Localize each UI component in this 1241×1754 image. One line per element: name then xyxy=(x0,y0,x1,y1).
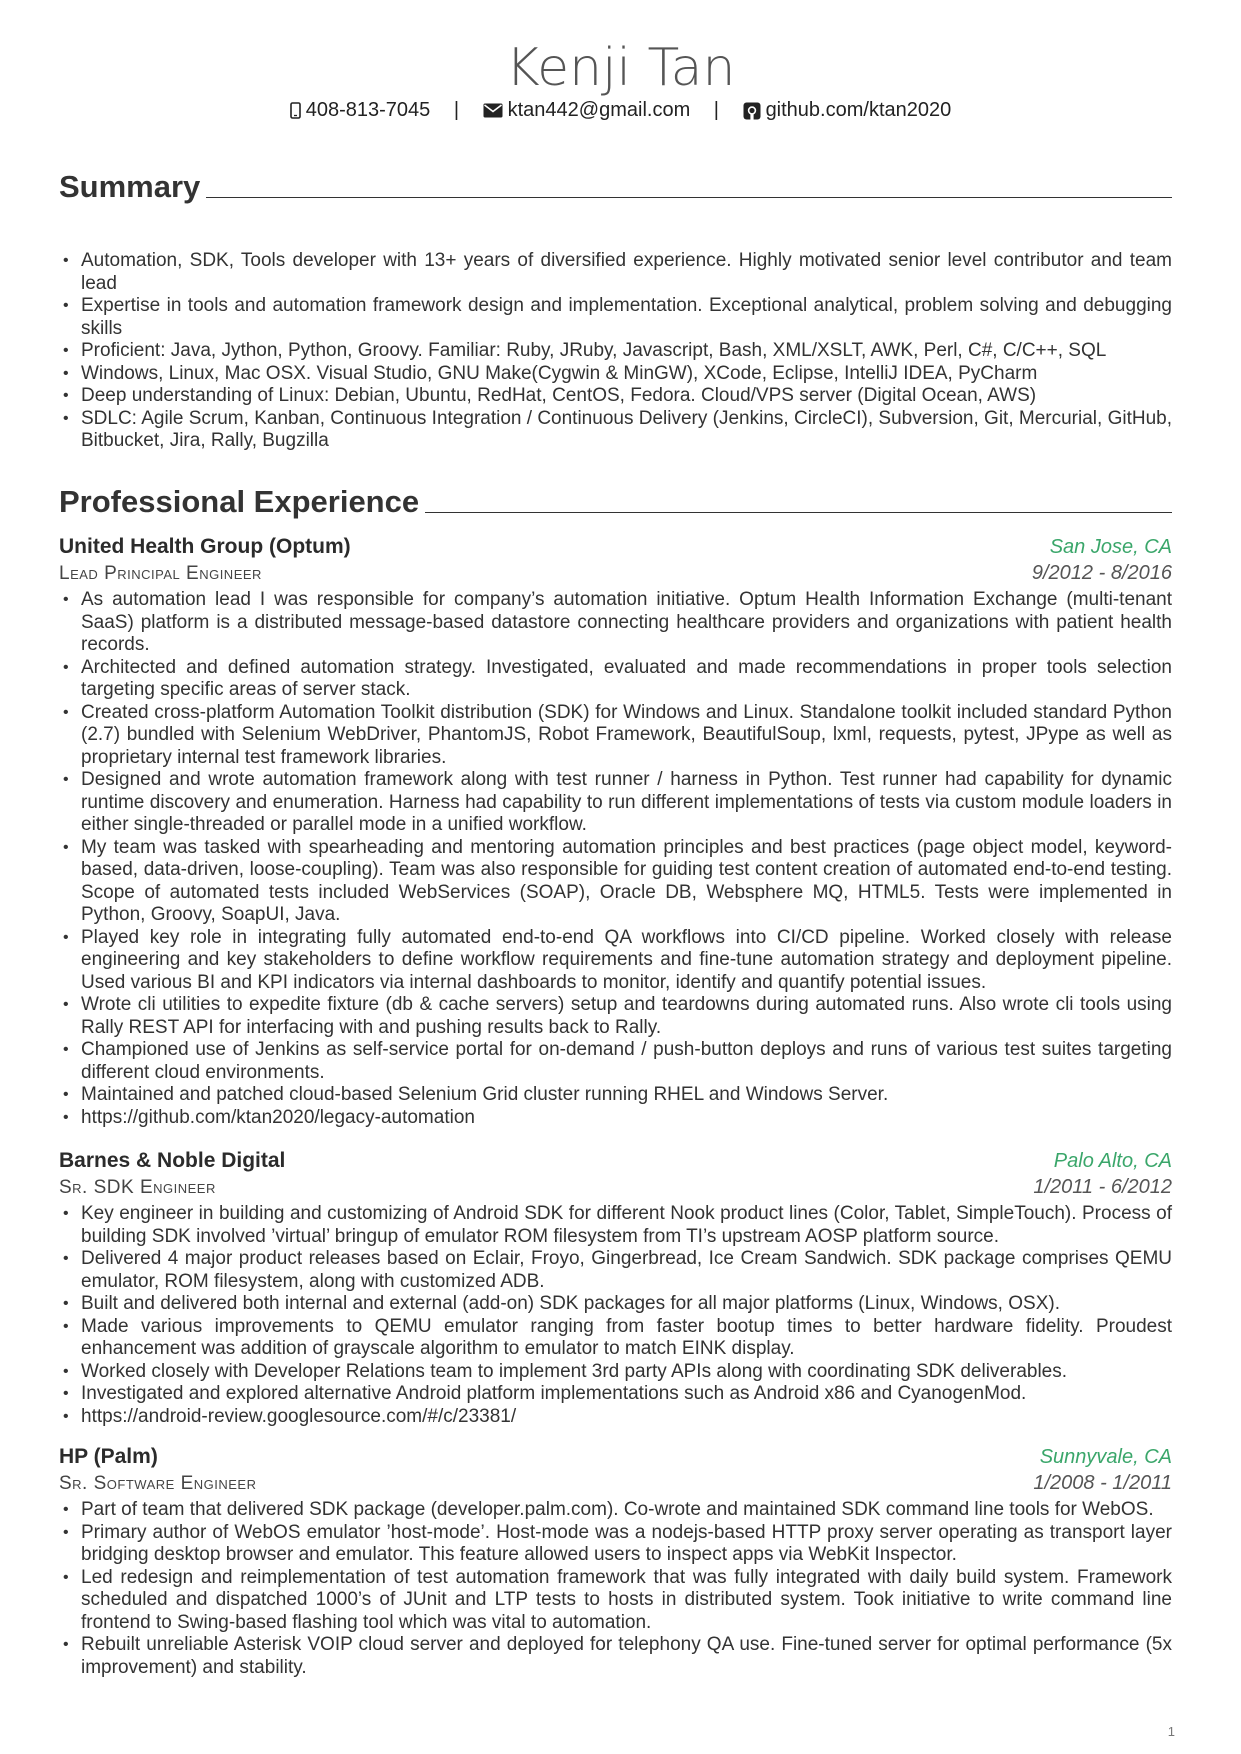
job-link[interactable]: • https://github.com/ktan2020/legacy-automation xyxy=(59,1107,1172,1130)
resume-name: Kenji Tan xyxy=(505,38,736,98)
section-title-experience: Professional Experience xyxy=(59,484,420,519)
job-role: Sr. Software Engineer xyxy=(59,1473,257,1494)
mobile-phone-icon xyxy=(290,97,301,123)
job-item: • As automation lead I was responsible for company’s automation initiative. Optum Health Information Exchange (multi-tenant SaaS) platform is a distributed message-based datastore connecting healthcare providers and organizations with patient health records. xyxy=(59,589,1172,657)
job-link[interactable]: • https://android-review.googlesource.com/#/c/23381/ xyxy=(59,1406,1172,1429)
job-item: • My team was tasked with spearheading and mentoring automation principles and best practices (page object model, keyword-based, data-driven, loose-coupling). Team was also responsible for guiding test content creation of automated end-to-end testing. Scope of automated tests included WebServices (SOAP), Oracle DB, Websphere MQ, HTML5. Tests were implemented in Python, Groovy, SoapUI, Java. xyxy=(59,837,1172,927)
job-item: • Architected and defined automation strategy. Investigated, evaluated and made recommendations in proper tools selection targeting specific areas of server stack. xyxy=(59,657,1172,702)
summary-item: • Expertise in tools and automation framework design and implementation. Exceptional analytical, problem solving and debugging skills xyxy=(59,295,1172,340)
section-title-summary: Summary xyxy=(59,169,201,204)
github-url: github.com/ktan2020 xyxy=(765,99,952,121)
job-dates: 9/2012 - 8/2016 xyxy=(1031,562,1172,584)
job-role: Lead Principal Engineer xyxy=(59,563,262,584)
github-icon xyxy=(743,97,761,123)
job-item: • Worked closely with Developer Relations team to implement 3rd party APIs along with coordinating SDK deliverables. xyxy=(59,1361,1172,1384)
job-item: • Wrote cli utilities to expedite fixture (db & cache servers) setup and teardowns during automated runs. Also wrote cli tools using Rally REST API for interfacing with and pushing results back to Rally. xyxy=(59,994,1172,1039)
summary-item: • SDLC: Agile Scrum, Kanban, Continuous Integration / Continuous Delivery (Jenkins, CircleCI), Subversion, Git, Mercurial, GitHub, Bitbucket, Jira, Rally, Bugzilla xyxy=(59,408,1172,453)
summary-item: • Automation, SDK, Tools developer with 13+ years of diversified experience. Highly motivated senior level contributor and team lead xyxy=(59,250,1172,295)
job-item: • Primary author of WebOS emulator ’host-mode’. Host-mode was a nodejs-based HTTP proxy server operating as transport layer bridging desktop browser and emulator. This feature allowed users to inspect apps via WebKit Inspector. xyxy=(59,1522,1172,1567)
contact-separator: | xyxy=(713,99,719,121)
summary-item: • Windows, Linux, Mac OSX. Visual Studio, GNU Make(Cygwin & MinGW), XCode, Eclipse, IntelliJ IDEA, PyCharm xyxy=(59,363,1172,386)
job-dates: 1/2008 - 1/2011 xyxy=(1033,1472,1172,1494)
email-address: ktan442@gmail.com xyxy=(507,99,691,121)
job-entry-hp-palm xyxy=(59,1444,1172,1679)
job-dates: 1/2011 - 6/2012 xyxy=(1033,1176,1172,1198)
experience-section-header xyxy=(59,485,1172,519)
contact-bar xyxy=(0,97,1241,123)
page-number: 1 xyxy=(1167,1724,1175,1739)
summary-item: • Deep understanding of Linux: Debian, Ubuntu, RedHat, CentOS, Fedora. Cloud/VPS server (Digital Ocean, AWS) xyxy=(59,385,1172,408)
email-contact[interactable] xyxy=(483,97,691,123)
job-role: Sr. SDK Engineer xyxy=(59,1177,216,1198)
job-item: • Investigated and explored alternative Android platform implementations such as Android x86 and CyanogenMod. xyxy=(59,1383,1172,1406)
job-location: San Jose, CA xyxy=(1049,536,1172,558)
job-item: • Championed use of Jenkins as self-service portal for on-demand / push-button deploys and runs of various test suites targeting different cloud environments. xyxy=(59,1039,1172,1084)
envelope-icon xyxy=(483,97,503,123)
job-entry-optum xyxy=(59,534,1172,1129)
company-name: HP (Palm) xyxy=(59,1445,158,1468)
job-item: • Made various improvements to QEMU emulator ranging from faster bootup times to better hardware fidelity. Proudest enhancement was addition of grayscale algorithm to emulator to match EINK display. xyxy=(59,1316,1172,1361)
section-divider xyxy=(425,512,1172,513)
job-item: • Part of team that delivered SDK package (developer.palm.com). Co-wrote and maintained SDK command line tools for WebOS. xyxy=(59,1499,1172,1522)
job-location: Sunnyvale, CA xyxy=(1039,1446,1172,1468)
job-item: • Key engineer in building and customizing of Android SDK for different Nook product lines (Color, Tablet, SimpleTouch). Process of building SDK involved ’virtual’ bringup of emulator ROM filesystem from TI’s upstream AOSP platform source. xyxy=(59,1203,1172,1248)
contact-separator: | xyxy=(453,99,460,121)
job-location: Palo Alto, CA xyxy=(1053,1150,1172,1172)
phone-contact[interactable] xyxy=(290,97,431,123)
job-item: • Designed and wrote automation framework along with test runner / harness in Python. Test runner had capability for dynamic runtime discovery and enumeration. Harness had capability to run different implementations of tests via custom module loaders in either single-threaded or parallel mode in a unified workflow. xyxy=(59,769,1172,837)
summary-section-header xyxy=(59,170,1172,204)
job-item: • Created cross-platform Automation Toolkit distribution (SDK) for Windows and Linux. Standalone toolkit included standard Python (2.7) bundled with Selenium WebDriver, PhantomJS, Robot Framework, BeautifulSoup, lxml, requests, pytest, JPype as well as proprietary internal test framework libraries. xyxy=(59,702,1172,770)
job-item: • Rebuilt unreliable Asterisk VOIP cloud server and deployed for telephony QA use. Fine-tuned server for optimal performance (5x improvement) and stability. xyxy=(59,1634,1172,1679)
company-name: United Health Group (Optum) xyxy=(59,535,351,558)
job-item: • Built and delivered both internal and external (add-on) SDK packages for all major platforms (Linux, Windows, OSX). xyxy=(59,1293,1172,1316)
job-item: • Played key role in integrating fully automated end-to-end QA workflows into CI/CD pipeline. Worked closely with release engineering and key stakeholders to define workflow requirements and fine-tune automation strategy and deployment pipeline. Used various BI and KPI indicators via internal dashboards to monitor, identify and quantify potential issues. xyxy=(59,927,1172,995)
summary-item: • Proficient: Java, Jython, Python, Groovy. Familiar: Ruby, JRuby, Javascript, Bash, XML/XSLT, AWK, Perl, C#, C/C++, SQL xyxy=(59,340,1172,363)
job-entry-barnes-noble xyxy=(59,1148,1172,1428)
job-item: • Delivered 4 major product releases based on Eclair, Froyo, Gingerbread, Ice Cream Sandwich. SDK package comprises QEMU emulator, ROM filesystem, along with customized ADB. xyxy=(59,1248,1172,1293)
phone-number: 408-813-7045 xyxy=(305,99,431,121)
summary-list xyxy=(59,250,1172,453)
job-item: • Led redesign and reimplementation of test automation framework that was fully integrated with daily build system. Framework scheduled and dispatched 1000’s of JUnit and LTP tests to hosts in distributed system. Took initiative to write command line frontend to Swing-based flashing tool which was vital to automation. xyxy=(59,1567,1172,1635)
github-contact[interactable] xyxy=(743,97,952,123)
section-divider xyxy=(206,197,1172,198)
company-name: Barnes & Noble Digital xyxy=(59,1149,286,1172)
job-item: • Maintained and patched cloud-based Selenium Grid cluster running RHEL and Windows Server. xyxy=(59,1084,1172,1107)
